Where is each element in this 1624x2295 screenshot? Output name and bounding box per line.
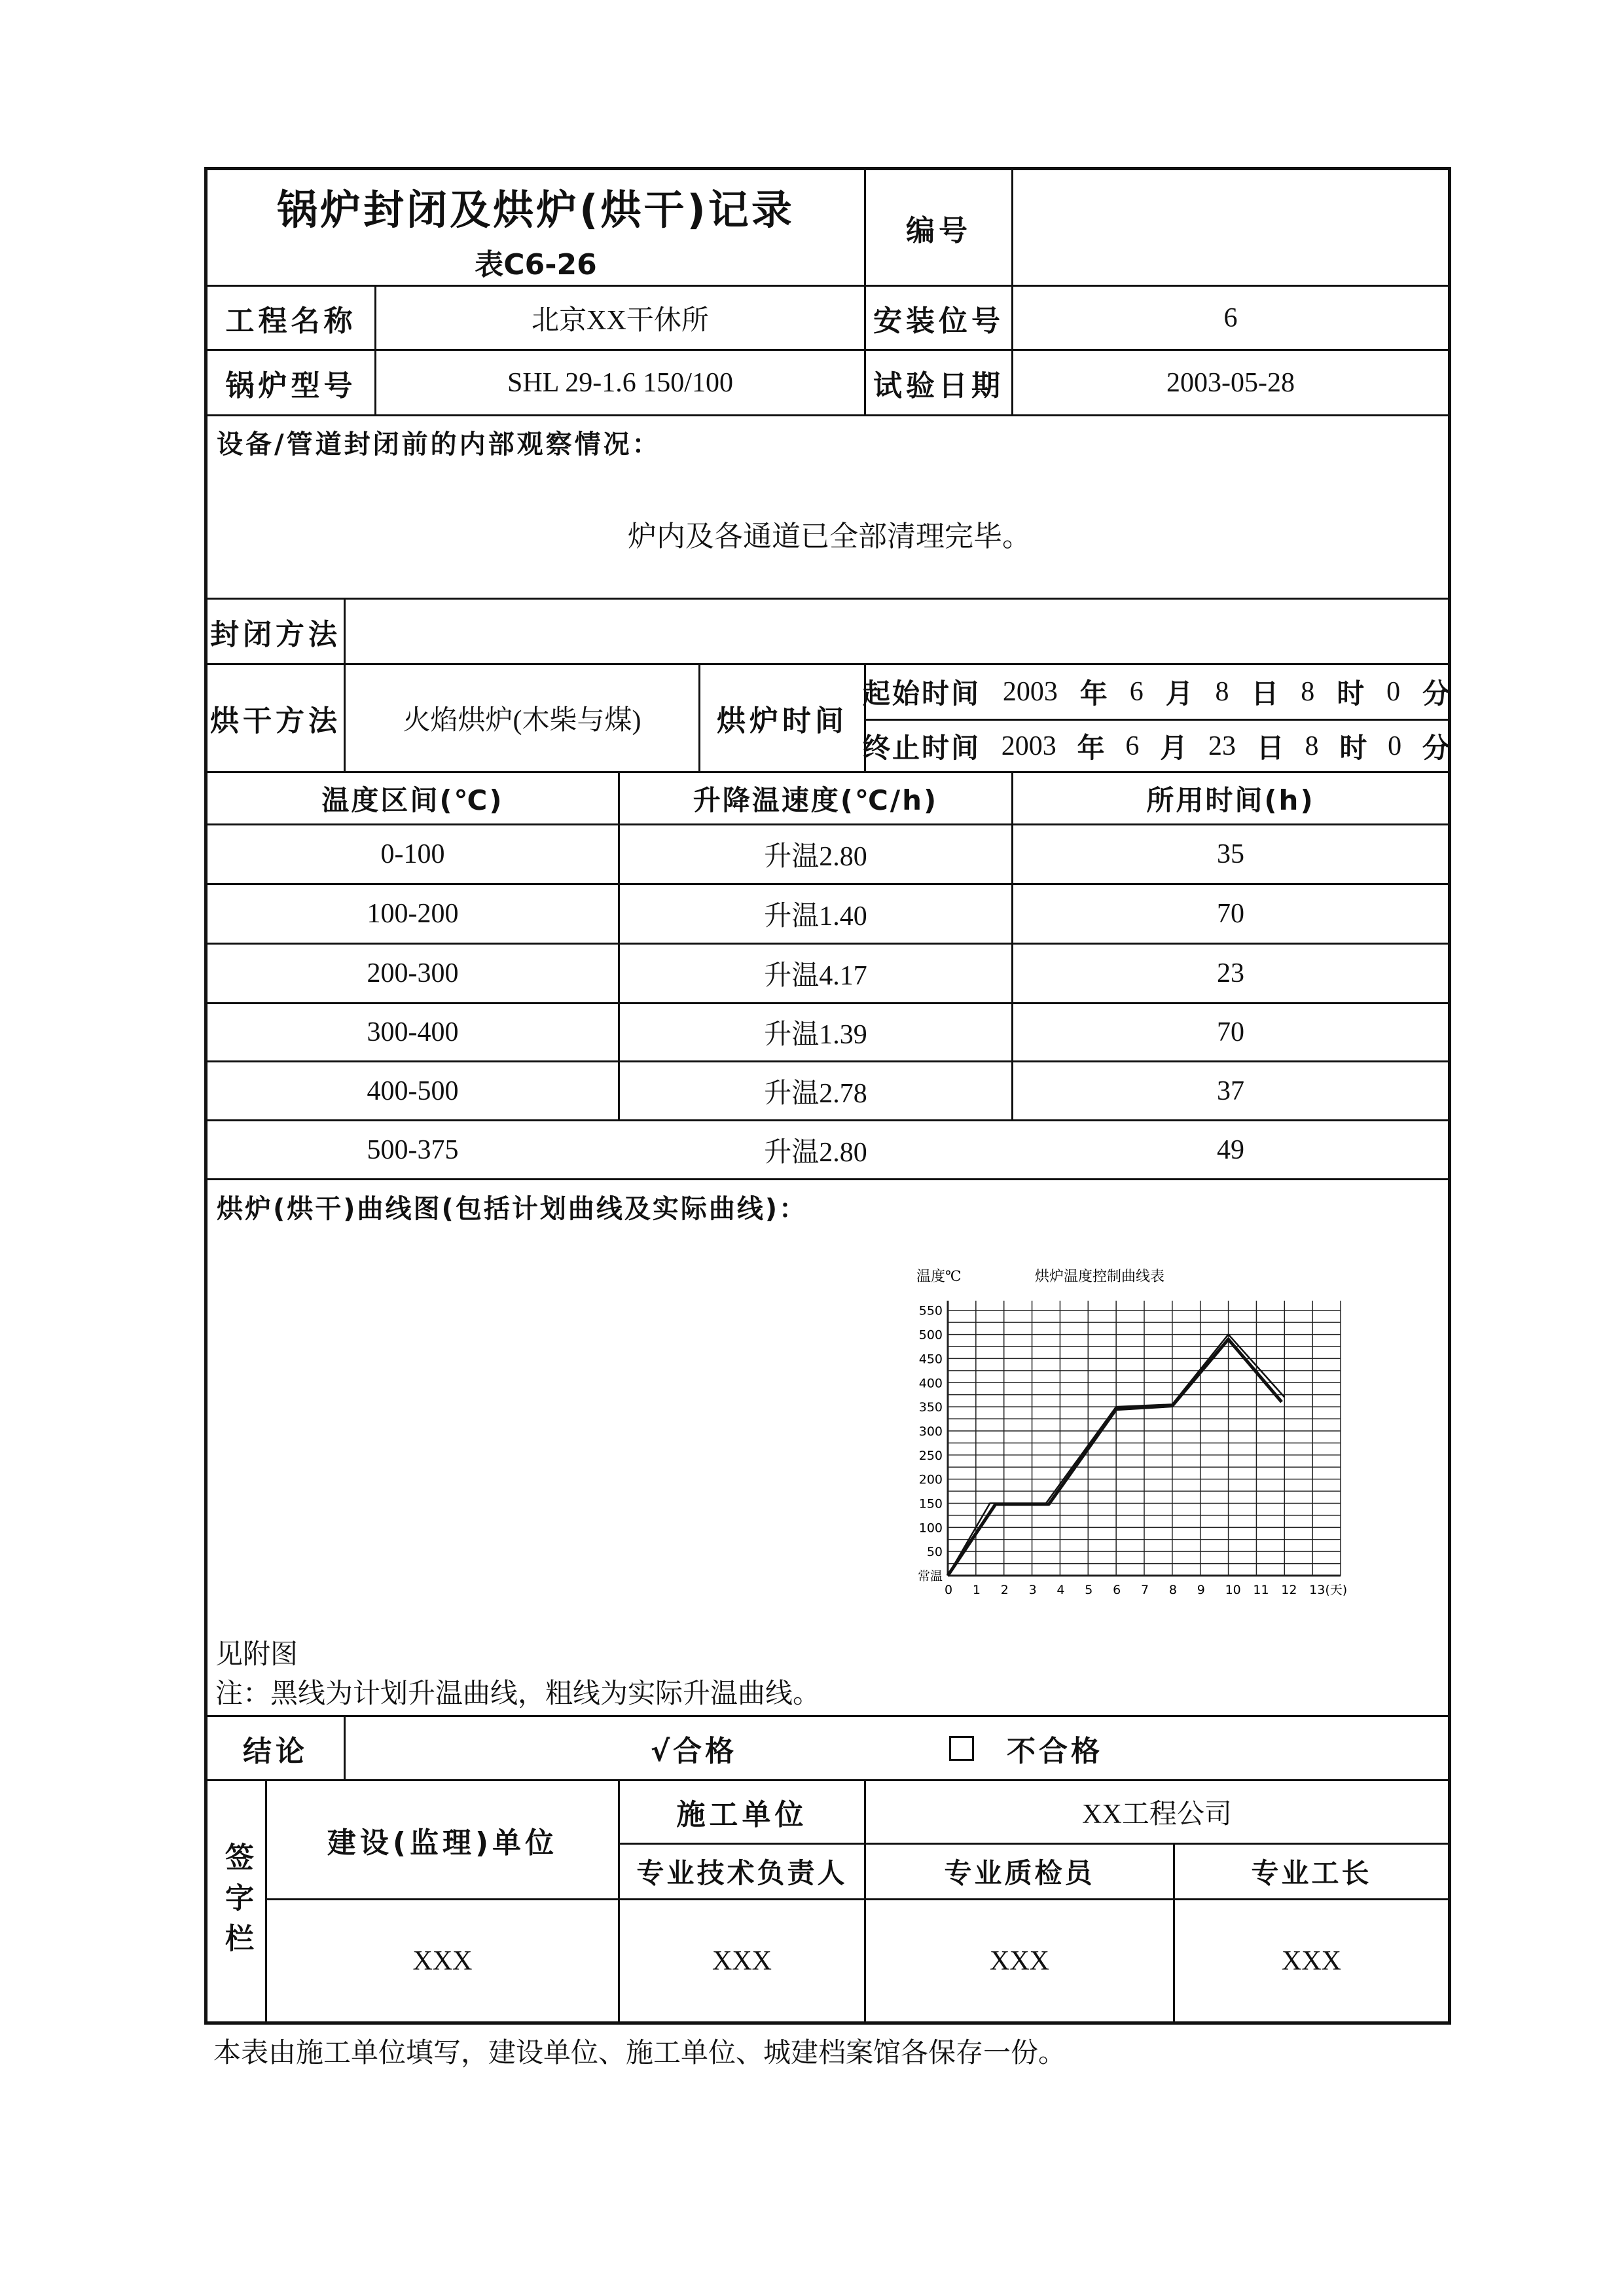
- boiler-model-value: SHL 29-1.6 150/100: [507, 367, 733, 398]
- y-tick-label: 450: [918, 1352, 943, 1367]
- fail-checkbox[interactable]: [949, 1736, 974, 1761]
- x-tick-label: 11: [1253, 1583, 1269, 1597]
- start-time-label: 起始时间: [863, 678, 981, 710]
- end-time-row: [863, 721, 1450, 771]
- pass-option[interactable]: √合格: [650, 1734, 738, 1768]
- start-day: 8: [1215, 677, 1229, 707]
- observation-text: 炉内及各通道已全部清理完毕。: [628, 520, 1031, 552]
- x-tick-label: 3: [1028, 1583, 1037, 1597]
- install-pos-label: 安装位号: [873, 304, 1004, 338]
- y-tick-label: 50: [926, 1545, 943, 1560]
- drying-method-label: 烘干方法: [210, 704, 341, 738]
- table-cell-hours: 35: [1217, 839, 1244, 869]
- x-tick-label: 2: [1000, 1583, 1009, 1597]
- y-tick-label: 350: [918, 1400, 943, 1415]
- x-tick-label: 8: [1168, 1583, 1177, 1597]
- end-year: 2003: [1001, 731, 1056, 761]
- start-hour: 8: [1301, 677, 1315, 707]
- x-tick-label: 5: [1085, 1583, 1093, 1597]
- table-cell-rate: 升温2.80: [764, 1137, 867, 1168]
- rule: [204, 1178, 1451, 1180]
- actual-curve: [948, 1339, 1282, 1576]
- end-month: 6: [1125, 731, 1140, 761]
- sealing-method-value: [346, 600, 1448, 663]
- start-year: 2003: [1002, 677, 1058, 707]
- x-tick-label: 7: [1141, 1583, 1149, 1597]
- end-time-label: 终止时间: [863, 731, 981, 764]
- table-cell-hours: 23: [1217, 958, 1244, 988]
- y-tick-label: 250: [918, 1448, 943, 1463]
- install-pos-value: 6: [1223, 302, 1238, 333]
- table-cell-hours: 70: [1217, 1017, 1244, 1047]
- drying-method-value: 火焰烘炉(木柴与煤): [403, 706, 641, 736]
- table-cell-rate: 升温1.39: [764, 1020, 867, 1050]
- y-tick-label: 200: [918, 1472, 943, 1487]
- start-month: 6: [1129, 677, 1144, 707]
- signature-foreman: XXX: [1282, 1945, 1341, 1976]
- boiler-model-label: 锅炉型号: [225, 369, 357, 403]
- end-day: 23: [1208, 731, 1236, 761]
- curve-label: 烘炉(烘干)曲线图(包括计划曲线及实际曲线)：: [217, 1193, 808, 1224]
- table-cell-hours: 70: [1217, 899, 1244, 929]
- sealing-method-label: 封闭方法: [210, 617, 341, 651]
- y-tick-label: 150: [918, 1496, 943, 1511]
- signature-tech-lead: XXX: [712, 1945, 772, 1976]
- table-cell-rate: 升温4.17: [764, 961, 867, 991]
- y-tick-label: 100: [918, 1521, 943, 1536]
- table-cell-rate: 升温1.40: [764, 901, 867, 931]
- drying-curve-chart: [903, 1260, 1362, 1640]
- signature-owner: XXX: [412, 1945, 473, 1976]
- project-name-label: 工程名称: [225, 304, 357, 338]
- fail-label: 不合格: [1007, 1734, 1103, 1768]
- x-tick-label: 12: [1281, 1583, 1297, 1597]
- tech-lead-label: 专业技术负责人: [636, 1857, 848, 1889]
- number-value: [1013, 170, 1448, 285]
- table-cell-range: 300-400: [367, 1017, 459, 1047]
- signature-qc: XXX: [990, 1945, 1049, 1976]
- rate-header: 升降温速度(℃/h): [693, 784, 939, 816]
- test-date-value: 2003-05-28: [1166, 367, 1295, 398]
- y-tick-label: 300: [918, 1424, 943, 1439]
- foreman-label: 专业工长: [1251, 1857, 1372, 1889]
- observation-label: 设备/管道封闭前的内部观察情况：: [217, 429, 661, 460]
- end-hour: 8: [1305, 731, 1319, 761]
- minute-unit: 分: [1422, 678, 1450, 710]
- chart-title: 烘炉温度控制曲线表: [1034, 1269, 1165, 1285]
- year-unit: 年: [1077, 731, 1105, 764]
- fail-option[interactable]: [949, 1717, 1198, 1779]
- day-unit: 日: [1256, 731, 1284, 764]
- minute-unit: 分: [1422, 731, 1450, 764]
- y-tick-label: 550: [918, 1303, 943, 1318]
- drying-time-label: 烘炉时间: [717, 704, 848, 738]
- temp-range-header: 温度区间(℃): [321, 784, 504, 816]
- project-name-value: 北京XX干休所: [532, 305, 709, 336]
- month-unit: 月: [1165, 678, 1193, 710]
- table-cell-range: 400-500: [367, 1075, 459, 1106]
- start-minute: 0: [1386, 677, 1401, 707]
- qc-inspector-label: 专业质检员: [944, 1857, 1095, 1889]
- contractor-name: XX工程公司: [1082, 1799, 1232, 1830]
- y-tick-label: 常温: [917, 1569, 943, 1583]
- conclusion-label: 结论: [243, 1734, 308, 1768]
- contractor-label: 施工单位: [676, 1798, 808, 1832]
- table-cell-range: 200-300: [367, 958, 459, 988]
- curve-note: 注：黑线为计划升温曲线，粗线为实际升温曲线。: [215, 1679, 821, 1709]
- footer-note: 本表由施工单位填写，建设单位、施工单位、城建档案馆各保存一份。: [213, 2038, 1066, 2069]
- table-cell-rate: 升温2.78: [764, 1078, 867, 1109]
- start-time-row: [863, 665, 1450, 719]
- y-tick-label: 500: [918, 1328, 943, 1343]
- hour-unit: 时: [1337, 678, 1365, 710]
- rule: [344, 1715, 346, 1780]
- x-tick-label: 6: [1113, 1583, 1121, 1597]
- form-number: 表C6-26: [475, 248, 597, 281]
- hour-unit: 时: [1339, 731, 1367, 764]
- rule: [204, 1715, 1451, 1717]
- x-tick-label: 13(天): [1309, 1583, 1348, 1597]
- duration-header: 所用时间(h): [1146, 784, 1315, 816]
- table-cell-hours: 49: [1217, 1134, 1244, 1165]
- x-tick-label: 10: [1225, 1583, 1241, 1597]
- owner-label: 建设(监理)单位: [327, 1826, 558, 1860]
- day-unit: 日: [1251, 678, 1279, 710]
- x-tick-label: 4: [1056, 1583, 1065, 1597]
- table-cell-range: 0-100: [380, 839, 445, 869]
- table-cell-range: 500-375: [367, 1134, 459, 1165]
- x-tick-label: 1: [972, 1583, 981, 1597]
- test-date-label: 试验日期: [873, 369, 1004, 403]
- y-tick-label: 400: [918, 1376, 943, 1391]
- table-cell-hours: 37: [1217, 1075, 1244, 1106]
- end-minute: 0: [1388, 731, 1402, 761]
- table-cell-rate: 升温2.80: [764, 842, 867, 872]
- year-unit: 年: [1079, 678, 1108, 710]
- number-label: 编号: [906, 213, 971, 247]
- form-title: 锅炉封闭及烘炉(烘干)记录: [277, 185, 795, 234]
- rule: [204, 414, 1451, 416]
- month-unit: 月: [1160, 731, 1188, 764]
- x-tick-label: 9: [1197, 1583, 1205, 1597]
- x-tick-label: 0: [945, 1583, 953, 1597]
- chart-ylabel: 温度℃: [916, 1269, 962, 1285]
- signature-side-label: 签字栏: [220, 1842, 253, 1964]
- table-cell-range: 100-200: [367, 899, 459, 929]
- see-attached: 见附图: [215, 1640, 298, 1670]
